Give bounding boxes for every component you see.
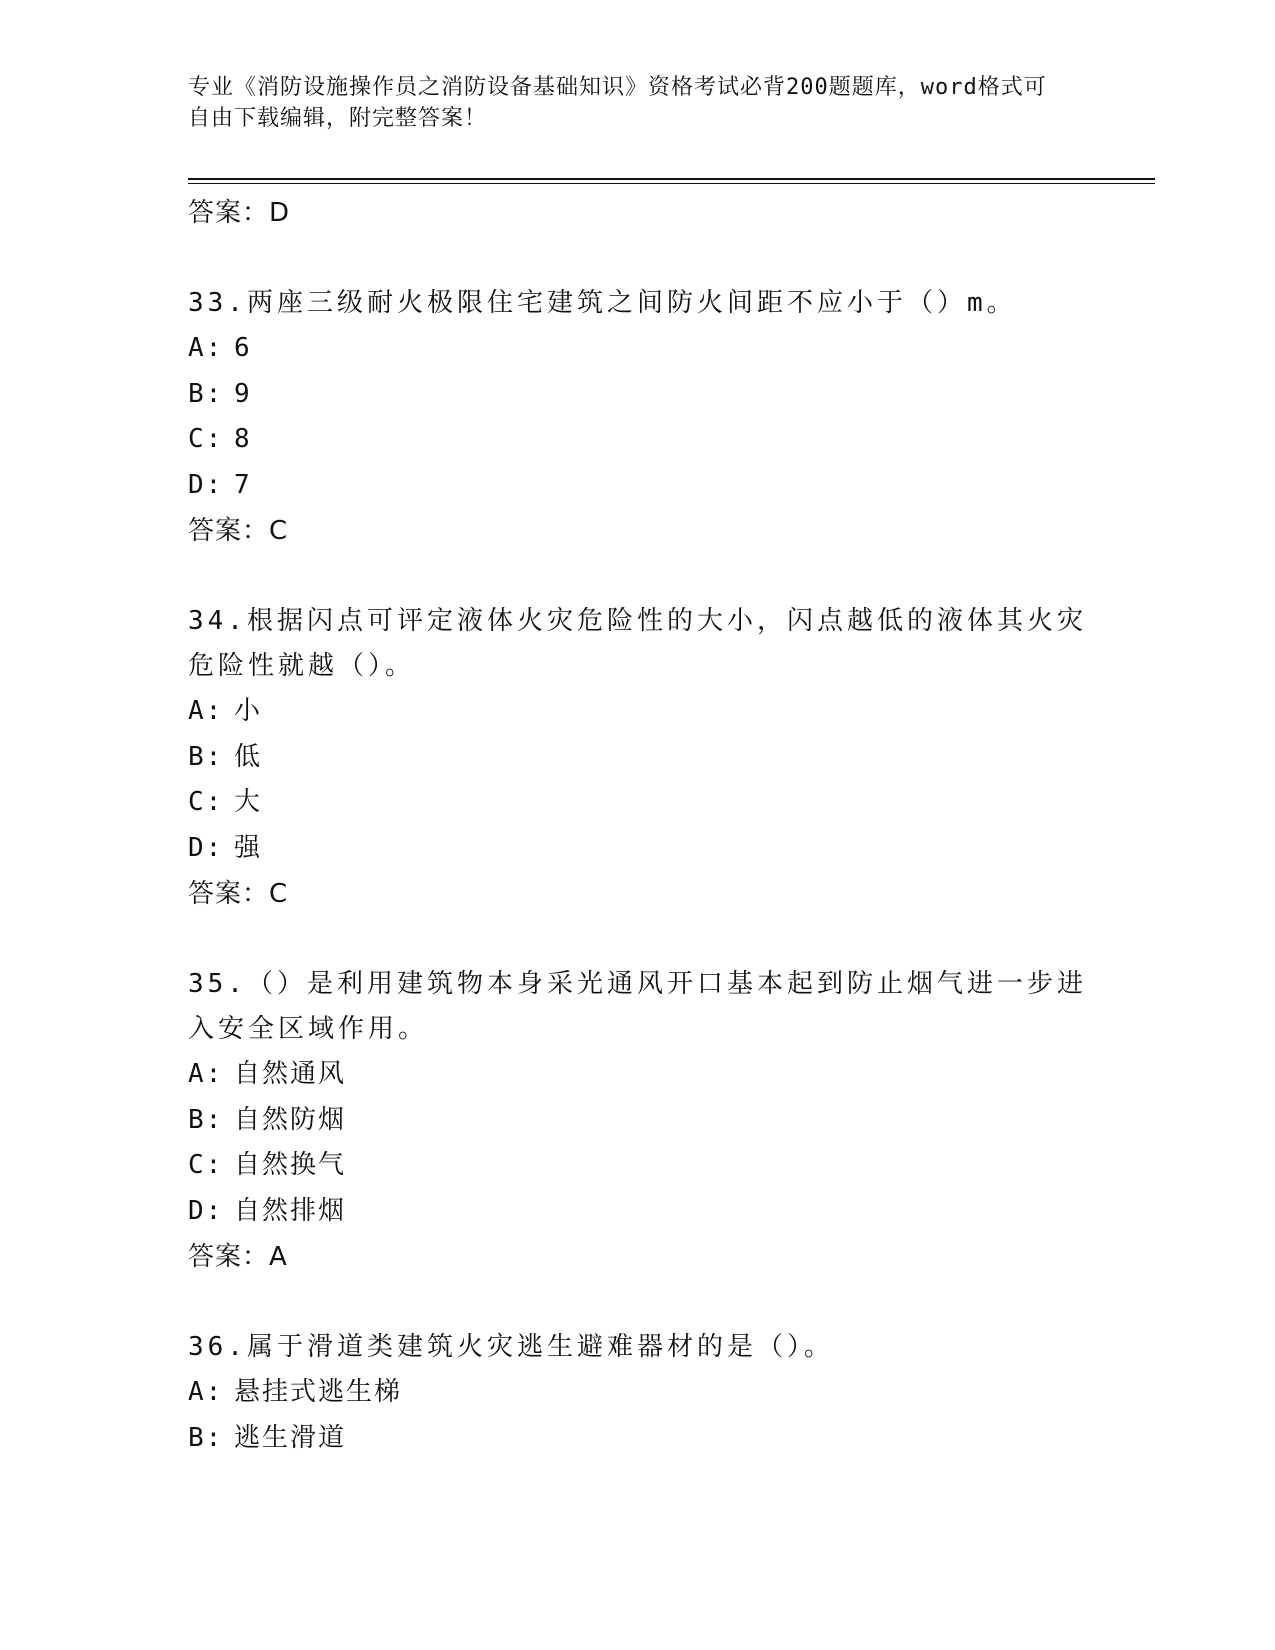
option-key: A: bbox=[188, 333, 224, 363]
header-divider bbox=[188, 178, 1155, 180]
option-key: B: bbox=[188, 378, 224, 409]
question-block bbox=[188, 599, 1088, 917]
question-list bbox=[188, 190, 1088, 1461]
option-b bbox=[188, 372, 1088, 418]
answer-line: 答案：C bbox=[188, 516, 289, 546]
option-text: 逃生滑道 bbox=[234, 1422, 347, 1453]
option-text: 9 bbox=[234, 378, 252, 409]
option-key: D: bbox=[188, 469, 224, 500]
option-key: D: bbox=[188, 1195, 224, 1226]
option-text: 小 bbox=[234, 696, 263, 726]
option-text: 自然通风 bbox=[234, 1059, 347, 1089]
question-block bbox=[188, 1325, 1088, 1461]
option-key: B: bbox=[188, 1104, 224, 1135]
option-text: 悬挂式逃生梯 bbox=[234, 1377, 403, 1407]
question-stem: 34.根据闪点可评定液体火灾危险性的大小，闪点越低的液体其火灾危险性就越（）。 bbox=[188, 606, 1087, 681]
answer-line: 答案：A bbox=[188, 1242, 288, 1272]
document-header: 专业《消防设施操作员之消防设备基础知识》资格考试必背200题题库，word格式可自由下载编辑，附完整答案！ bbox=[188, 75, 1047, 131]
answer-line: 答案：D bbox=[188, 198, 291, 228]
option-a bbox=[188, 326, 1088, 372]
option-key: B: bbox=[188, 741, 224, 772]
option-text: 自然防烟 bbox=[234, 1104, 347, 1135]
option-text: 强 bbox=[234, 832, 263, 863]
option-key: C: bbox=[188, 787, 224, 817]
option-key: B: bbox=[188, 1422, 224, 1453]
option-key: A: bbox=[188, 696, 224, 726]
option-b bbox=[188, 735, 1088, 781]
option-d bbox=[188, 1189, 1088, 1235]
header-divider-thin bbox=[188, 183, 1155, 184]
option-text: 6 bbox=[234, 333, 252, 363]
option-b bbox=[188, 1098, 1088, 1144]
option-a bbox=[188, 689, 1088, 735]
option-b bbox=[188, 1416, 1088, 1462]
option-key: C: bbox=[188, 1150, 224, 1180]
option-key: A: bbox=[188, 1377, 224, 1407]
option-text: 自然排烟 bbox=[234, 1195, 347, 1226]
option-d bbox=[188, 463, 1088, 509]
option-key: D: bbox=[188, 832, 224, 863]
question-block bbox=[188, 281, 1088, 554]
option-text: 7 bbox=[234, 469, 252, 500]
option-text: 低 bbox=[234, 741, 263, 772]
option-d bbox=[188, 826, 1088, 872]
option-a bbox=[188, 1370, 1088, 1416]
option-a bbox=[188, 1052, 1088, 1098]
option-key: A: bbox=[188, 1059, 224, 1089]
question-stem: 36.属于滑道类建筑火灾逃生避难器材的是（）。 bbox=[188, 1332, 834, 1362]
option-c bbox=[188, 780, 1088, 826]
option-text: 大 bbox=[234, 787, 263, 817]
option-c bbox=[188, 417, 1088, 463]
question-stem: 33.两座三级耐火极限住宅建筑之间防火间距不应小于（）m。 bbox=[188, 288, 1017, 318]
option-key: C: bbox=[188, 424, 224, 454]
option-text: 8 bbox=[234, 424, 252, 454]
answer-line: 答案：C bbox=[188, 879, 289, 909]
question-stem: 35.（）是利用建筑物本身采光通风开口基本起到防止烟气进一步进入安全区域作用。 bbox=[188, 969, 1087, 1044]
question-block bbox=[188, 962, 1088, 1280]
option-text: 自然换气 bbox=[234, 1150, 347, 1180]
option-c bbox=[188, 1143, 1088, 1189]
